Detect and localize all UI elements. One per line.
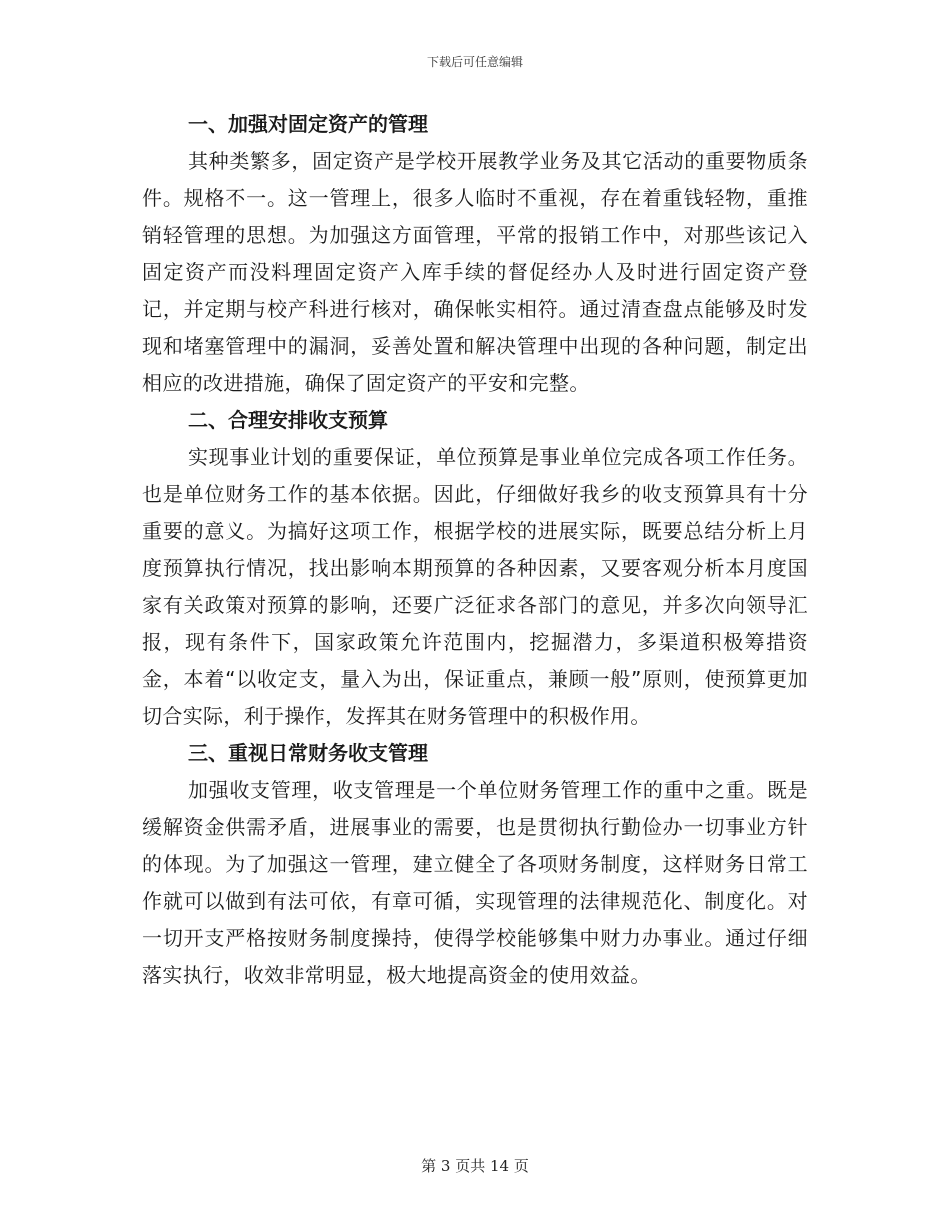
page-header-note: 下载后可任意编辑	[426, 55, 523, 69]
section-heading-2: 二、合理安排收支预算	[188, 408, 388, 432]
section-paragraph-2: 实现事业计划的重要保证，单位预算是事业单位完成各项工作任务。也是单位财务工作的基本依据。因此，仔细做好我乡的收支预算具有十分重要的意义。为搞好这项工作，根据学校的进展实际，既要总结分析上月度预算执行情况，找出影响本期预算的各种因素，又要客观分析本月度国家有关政策对预算的影响，还要广泛征求各部门的意见，并多次向领导汇报，现有条件下，国家政策允许范围内，挖掘潜力，多渠道积极筹措资金，本着“以收定支，量入为出，保证重点，兼顾一般”原则，使预算更加切合实际，利于操作，发挥其在财务管理中的积极作用。	[142, 445, 808, 728]
section-paragraph-1: 其种类繁多，固定资产是学校开展教学业务及其它活动的重要物质条件。规格不一。这一管理上，很多人临时不重视，存在着重钱轻物，重推销轻管理的思想。为加强这方面管理，平常的报销工作中，对那些该记入固定资产而没料理固定资产入库手续的督促经办人及时进行固定资产登记，并定期与校产科进行核对，确保帐实相符。通过清查盘点能够及时发现和堵塞管理中的漏洞，妥善处置和解决管理中出现的各种问题，制定出相应的改进措施，确保了固定资产的平安和完整。	[142, 149, 808, 395]
section-heading-3: 三、重视日常财务收支管理	[188, 741, 428, 765]
document-body	[142, 106, 808, 994]
section-paragraph-3: 加强收支管理，收支管理是一个单位财务管理工作的重中之重。既是缓解资金供需矛盾，进展事业的需要，也是贯彻执行勤俭办一切事业方针的体现。为了加强这一管理，建立健全了各项财务制度，这样财务日常工作就可以做到有法可依，有章可循，实现管理的法律规范化、制度化。对一切开支严格按财务制度操持，使得学校能够集中财力办事业。通过仔细落实执行，收效非常明显，极大地提高资金的使用效益。	[142, 778, 808, 987]
page-number-footer: 第 3 页共 14 页	[421, 1157, 529, 1175]
section-heading-1: 一、加强对固定资产的管理	[188, 112, 428, 136]
